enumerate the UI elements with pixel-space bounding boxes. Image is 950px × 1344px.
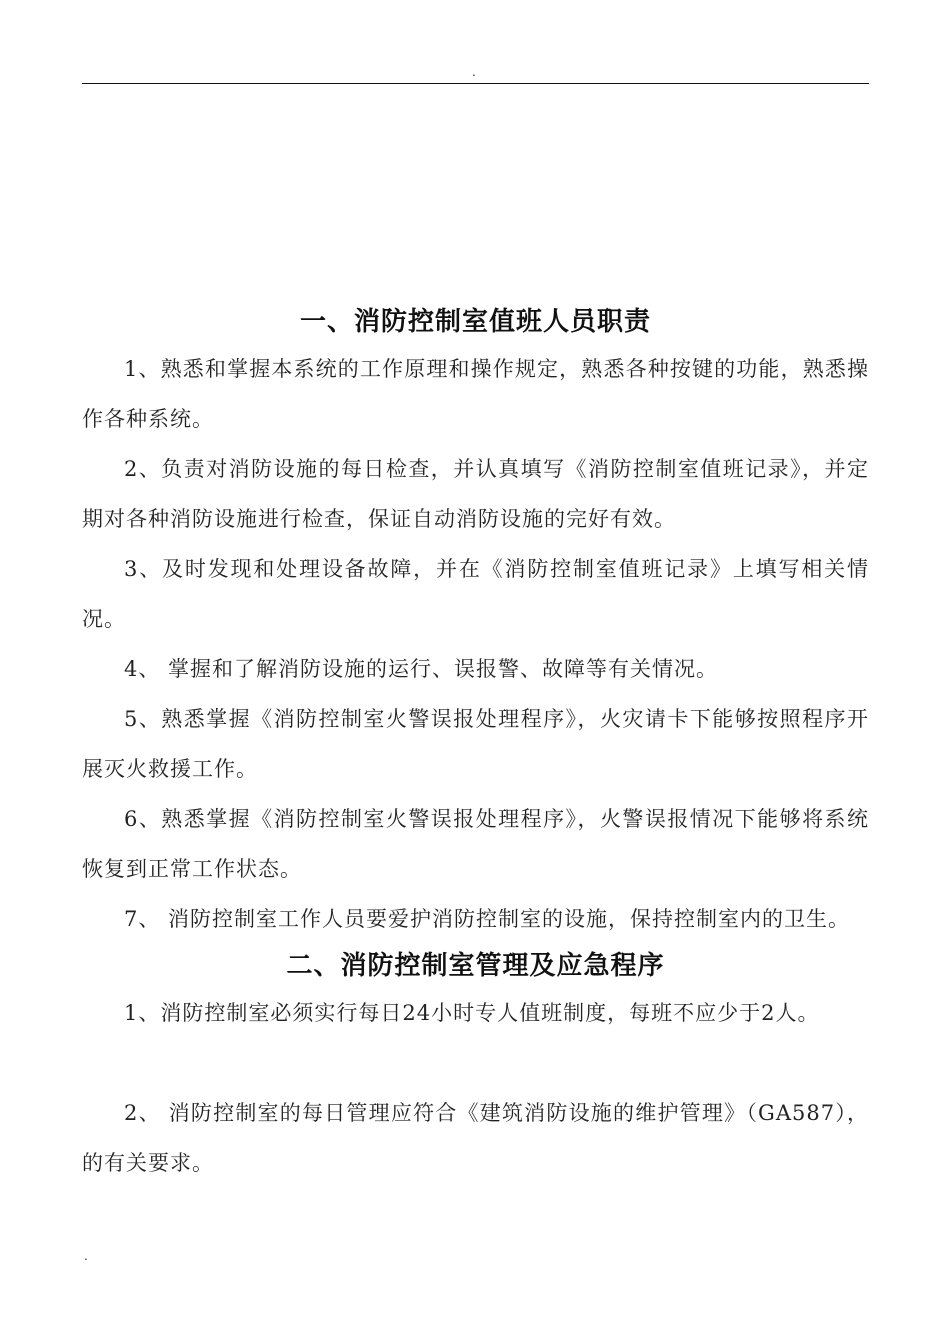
header-rule bbox=[82, 83, 869, 84]
duty-item-1: 1、熟悉和掌握本系统的工作原理和操作规定，熟悉各种按键的功能，熟悉操作各种系统。 bbox=[82, 357, 869, 431]
section-title-management: 二、消防控制室管理及应急程序 bbox=[286, 951, 665, 981]
duty-item-4: 4、 掌握和了解消防设施的运行、误报警、故障等有关情况。 bbox=[124, 657, 719, 681]
management-item-2: 2、 消防控制室的每日管理应符合《建筑消防设施的维护管理》（GA587），的有关要求。 bbox=[82, 1101, 869, 1175]
duty-item-5: 5、熟悉掌握《消防控制室火警误报处理程序》，火灾请卡下能够按照程序开展灭火救援工作。 bbox=[82, 707, 869, 781]
header-dot: . bbox=[472, 65, 476, 79]
footer-dot: . bbox=[84, 1249, 88, 1263]
management-item-1: 1、消防控制室必须实行每日24小时专人值班制度，每班不应少于2人。 bbox=[124, 1001, 820, 1025]
duty-item-2: 2、负责对消防设施的每日检查，并认真填写《消防控制室值班记录》，并定期对各种消防设施进行检查，保证自动消防设施的完好有效。 bbox=[82, 457, 869, 531]
section-title-duty: 一、消防控制室值班人员职责 bbox=[299, 307, 651, 337]
duty-item-7: 7、 消防控制室工作人员要爱护消防控制室的设施，保持控制室内的卫生。 bbox=[124, 907, 851, 931]
duty-item-6: 6、熟悉掌握《消防控制室火警误报处理程序》，火警误报情况下能够将系统恢复到正常工作状态。 bbox=[82, 807, 869, 881]
document-body bbox=[82, 300, 869, 1188]
paragraph-spacer bbox=[82, 1038, 869, 1088]
duty-item-3: 3、及时发现和处理设备故障，并在《消防控制室值班记录》上填写相关情况。 bbox=[82, 557, 869, 631]
